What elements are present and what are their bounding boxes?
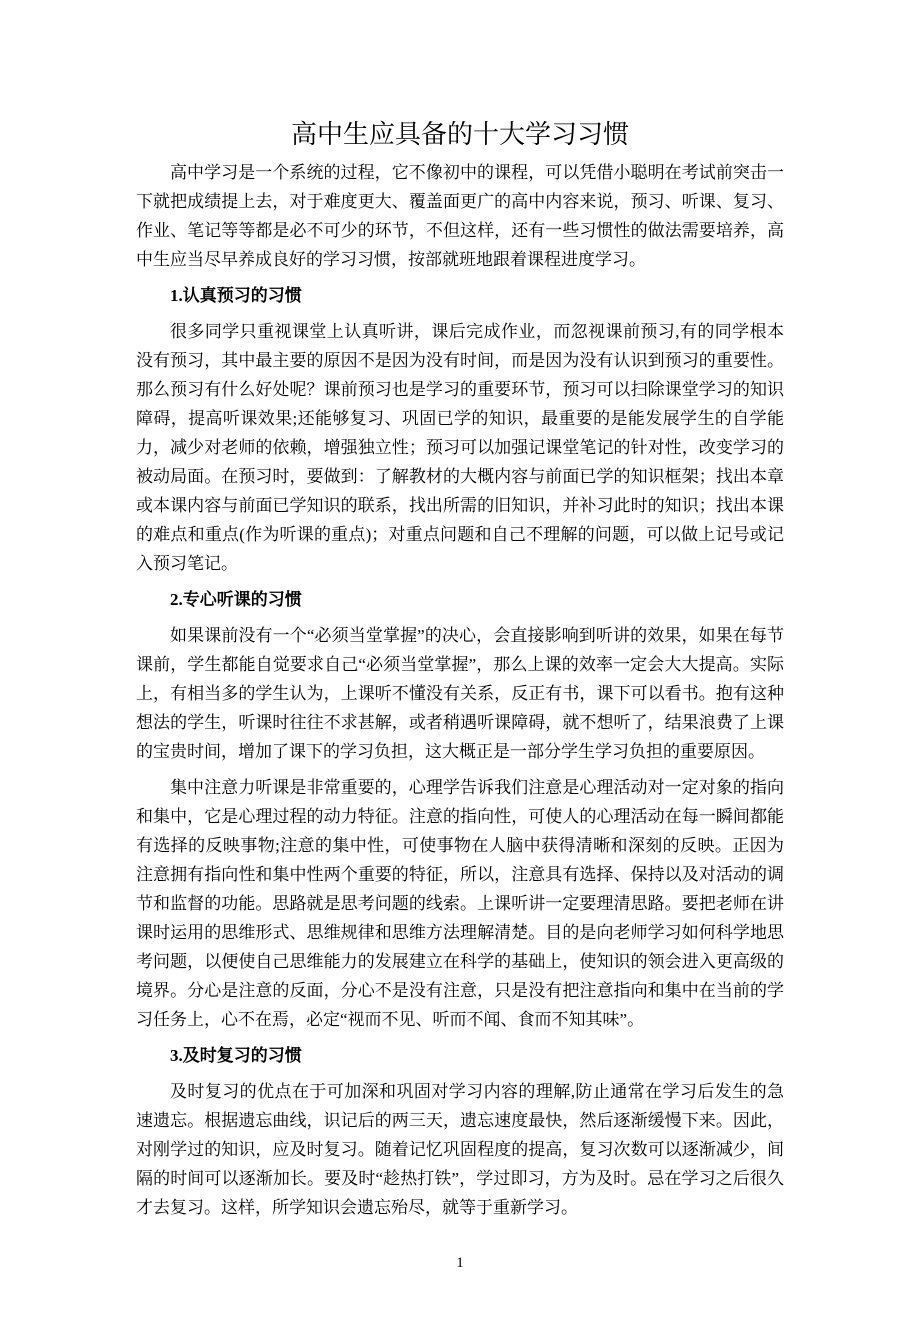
section-paragraph: 及时复习的优点在于可加深和巩固对学习内容的理解,防止通常在学习后发生的急速遗忘。根据遗忘曲线，识记后的两三天，遗忘速度最快，然后逐渐缓慢下来。因此，对刚学过的知识，应及时复习。随着记忆巩固程度的提高，复习次数可以逐渐减少，间隔的时间可以逐渐加长。要及时“趁热打铁”，学过即习，方为及时。忌在学习之后很久才去复习。这样，所学知识会遗忘殆尽，就等于重新学习。 [136,1082,784,1217]
section-paragraph: 很多同学只重视课堂上认真听讲，课后完成作业，而忽视课前预习,有的同学根本没有预习，其中最主要的原因不是因为没有时间，而是因为没有认识到预习的重要性。那么预习有什么好处呢？课前预习也是学习的重要环节，预习可以扫除课堂学习的知识障碍，提高听课效果;还能够复习、巩固已学的知识，最重要的是能发展学生的自学能力，减少对老师的依赖，增强独立性；预习可以加强记课堂笔记的针对性，改变学习的被动局面。在预习时，要做到：了解教材的大概内容与前面已学的知识框架；找出本章或本课内容与前面已学知识的联系，找出所需的旧知识，并补习此时的知识；找出本课的难点和重点(作为听课的重点)；对重点问题和自己不理解的问题，可以做上记号或记入预习笔记。 [136,322,784,573]
document-title: 高中生应具备的十大学习习惯 [290,120,629,149]
document-page [136,116,784,1229]
section-paragraph: 集中注意力听课是非常重要的，心理学告诉我们注意是心理活动对一定对象的指向和集中，它是心理过程的动力特征。注意的指向性，可使人的心理活动在每一瞬间都能有选择的反映事物;注意的集中性，可使事物在人脑中获得清晰和深刻的反映。正因为注意拥有指向性和集中性两个重要的特征，所以，注意具有选择、保持以及对活动的调节和监督的功能。思路就是思考问题的线索。上课听讲一定要理清思路。要把老师在讲课时运用的思维形式、思维规律和思维方法理解清楚。目的是向老师学习如何科学地思考问题，以便使自己思维能力的发展建立在科学的基础上，使知识的领会进入更高级的境界。分心是注意的反面，分心不是没有注意，只是没有把注意指向和集中在当前的学习任务上，心不在焉，必定“视而不见、听而不闻、食而不知其味”。 [136,778,784,1029]
section-heading: 2.专心听课的习惯 [170,590,302,609]
section-heading: 3.及时复习的习惯 [170,1046,302,1065]
page-number: 1 [456,1255,464,1271]
section-heading: 1.认真预习的习惯 [170,286,302,305]
section-paragraph: 如果课前没有一个“必须当堂掌握”的决心，会直接影响到听讲的效果，如果在每节课前，学生都能自觉要求自己“必须当堂掌握”，那么上课的效率一定会大大提高。实际上，有相当多的学生认为，上课听不懂没有关系，反正有书，课下可以看书。抱有这种想法的学生，听课时往往不求甚解，或者稍遇听课障碍，就不想听了，结果浪费了上课的宝贵时间，增加了课下的学习负担，这大概正是一部分学生学习负担的重要原因。 [136,626,784,761]
intro-paragraph: 高中学习是一个系统的过程，它不像初中的课程，可以凭借小聪明在考试前突击一下就把成绩提上去，对于难度更大、覆盖面更广的高中内容来说，预习、听课、复习、作业、笔记等等都是必不可少的环节，不但这样，还有一些习惯性的做法需要培养，高中生应当尽早养成良好的学习习惯，按部就班地跟着课程进度学习。 [136,163,784,269]
